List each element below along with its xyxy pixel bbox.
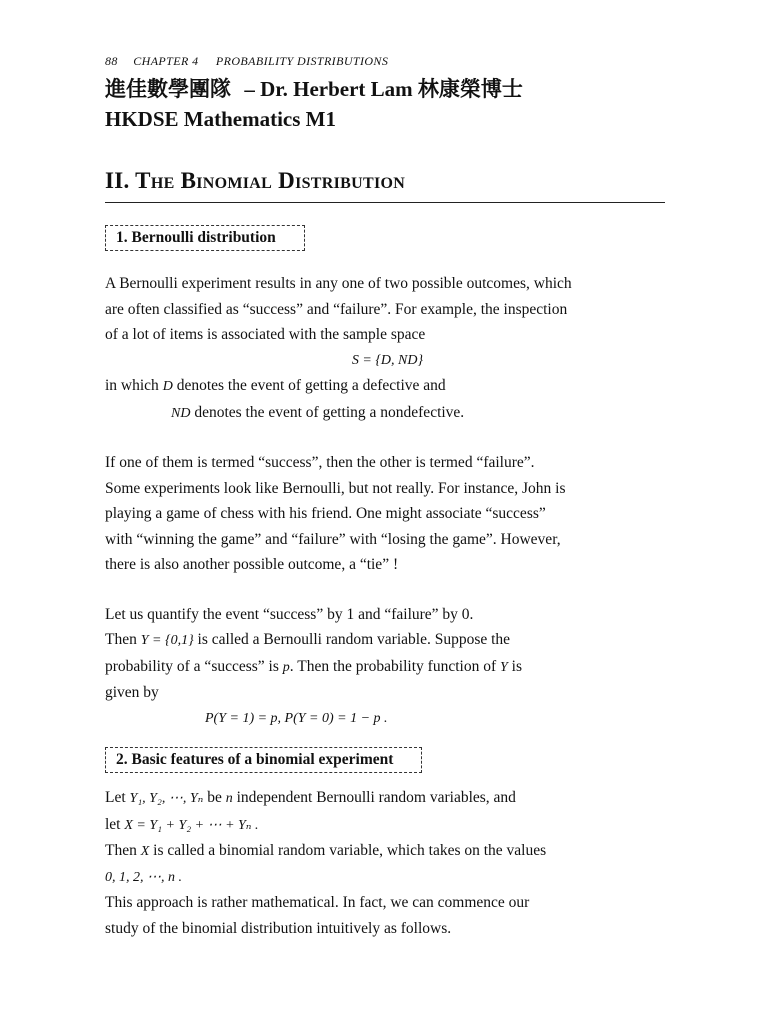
textbook-page: [105, 52, 670, 941]
paragraph-bernoulli-intro: [105, 271, 670, 426]
text-line: with “winning the game” and “failure” with “losing the game”. However,: [105, 530, 561, 548]
text-line: of a lot of items is associated with the sample space: [105, 326, 426, 343]
chapter-title: PROBABILITY DISTRIBUTIONS: [215, 54, 389, 68]
chapter-label: CHAPTER 4: [133, 54, 199, 68]
math-variable: ND: [171, 405, 191, 421]
text-fragment: . Then the probability function of: [289, 657, 497, 675]
paragraph-bernoulli-variable: [105, 602, 670, 732]
text-fragment: probability of a “success” is: [105, 657, 279, 675]
math-variable: X: [140, 844, 150, 859]
text-fragment: denotes the event of getting a defective and: [176, 377, 446, 394]
text-line: [105, 812, 670, 839]
paragraph-binomial-definition: [105, 785, 670, 941]
author-name: – Dr. Herbert Lam 林康榮博士: [244, 77, 523, 101]
text-fragment: be: [207, 789, 222, 806]
text-fragment: denotes the event of getting a nondefective.: [194, 403, 465, 421]
text-line: Some experiments look like Bernoulli, but not really. For instance, John is: [105, 479, 566, 497]
text-line: [105, 627, 670, 654]
text-line: This approach is rather mathematical. In fact, we can commence our: [105, 894, 530, 911]
text-line: [105, 654, 670, 681]
text-line: [105, 400, 670, 427]
text-line: A Bernoulli experiment results in any one of two possible outcomes, which: [105, 275, 572, 292]
math-expression: Y₁, Y₂, ⋯, Yₙ: [129, 791, 204, 806]
text-fragment: Then: [105, 631, 137, 648]
subsection-heading-bernoulli: 1. Bernoulli distribution: [105, 225, 305, 251]
text-fragment: is: [511, 657, 522, 675]
text-line: are often classified as “success” and “failure”. For example, the inspection: [105, 300, 568, 318]
running-header: [105, 52, 670, 70]
math-variable: n: [225, 791, 233, 806]
course-title: HKDSE Mathematics M1: [105, 107, 336, 131]
subsection-heading-binomial-features: 2. Basic features of a binomial experiment: [105, 747, 422, 773]
text-fragment: Let: [105, 789, 126, 806]
text-line: there is also another possible outcome, a “tie” !: [105, 556, 399, 573]
text-fragment: is called a binomial random variable, which takes on the values: [153, 842, 547, 859]
text-line: study of the binomial distribution intuitively as follows.: [105, 919, 452, 937]
text-line: Let us quantify the event “success” by 1 and “failure” by 0.: [105, 605, 474, 623]
text-line: If one of them is termed “success”, then the other is termed “failure”.: [105, 454, 535, 471]
author-line: [105, 76, 670, 102]
section-title: II. The Binomial Distribution: [105, 166, 665, 203]
math-variable: Y: [499, 659, 508, 675]
text-line: playing a game of chess with his friend. One might associate “success”: [105, 505, 546, 522]
text-line: [105, 373, 670, 400]
text-fragment: is called a Bernoulli random variable. Suppose the: [197, 631, 511, 648]
math-expression: Y = {0,1}: [140, 633, 194, 648]
math-variable: p: [282, 659, 290, 675]
text-fragment: in which: [105, 377, 159, 394]
page-number: 88: [105, 54, 118, 68]
text-line: given by: [105, 684, 159, 701]
text-fragment: Then: [105, 842, 137, 859]
text-line: [105, 785, 670, 812]
text-line: [105, 838, 670, 865]
team-name: 進佳數學團隊: [105, 76, 231, 101]
values-list: 0, 1, 2, ⋯, n .: [105, 869, 182, 885]
text-fragment: let: [105, 815, 121, 833]
math-expression: X = Y₁ + Y₂ + ⋯ + Yₙ .: [124, 817, 259, 833]
math-variable: D: [162, 379, 173, 394]
text-fragment: independent Bernoulli random variables, and: [236, 789, 516, 806]
paragraph-chess-example: [105, 450, 670, 578]
sample-space-equation: S = {D, ND}: [351, 352, 424, 368]
probability-function-equation: P(Y = 1) = p, P(Y = 0) = 1 − p .: [205, 710, 388, 726]
